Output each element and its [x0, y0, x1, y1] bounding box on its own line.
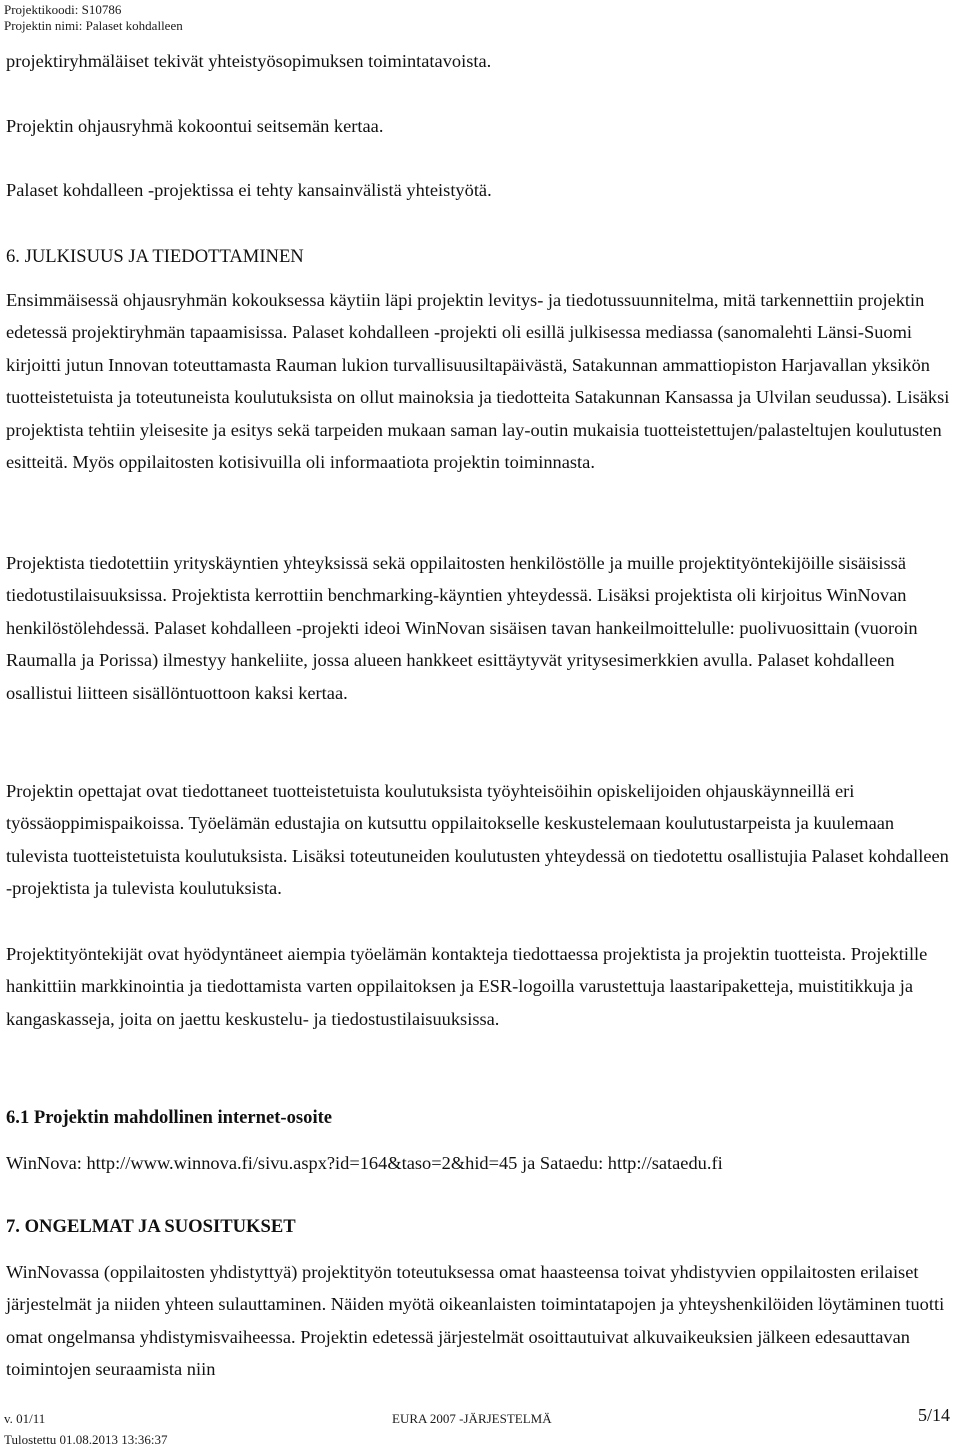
project-code: Projektikoodi: S10786 [4, 2, 122, 17]
section-7-paragraph-1: WinNovassa (oppilaitosten yhdistyttyä) projektityön toteutuksessa omat haasteensa toivat yhdistyvien oppilaitosten erilaiset järjestelmät ja niiden yhteen sulauttaminen. Näiden myötä oikeanlaisten toimintatapojen ja yhteyshenkilöiden löytäminen tuotti omat ongelmansa yhdistymisvaiheessa. Projektin edetessä järjestelmät osoittautuivat alkuvaikeuksien jälkeen edesauttavan toimintojen seuraamista niin [6, 1262, 945, 1380]
internet-address-line: WinNova: http://www.winnova.fi/sivu.aspx?id=164&taso=2&hid=45 ja Sataedu: http://sataedu.fi [6, 1153, 723, 1173]
footer-printed: Tulostettu 01.08.2013 13:36:37 [4, 1432, 168, 1447]
intro-line-2: Projektin ohjausryhmä kokoontui seitsemän kertaa. [6, 116, 384, 136]
section-6-paragraph-3: Projektin opettajat ovat tiedottaneet tuotteistetuista koulutuksista työyhteisöihin opiskelijoiden ohjauskäynneillä eri työssäoppimispaikoissa. Työelämän edustajia on kutsuttu oppilaitokselle keskustelemaan koulutustarpeista ja kuulemaan tulevista tuotteistetuista koulutuksista. Lisäksi toteutuneiden koulutusten yhteydessä on tiedotettu osallistujia Palaset kohdalleen -projektista ja tulevista koulutuksista. [6, 781, 949, 899]
section-6-paragraph-2: Projektista tiedotettiin yrityskäyntien yhteyksissä sekä oppilaitosten henkilöstölle ja muille projektityöntekijöille sisäisissä tiedotustilaisuuksissa. Projektista kerrottiin benchmarking-käyntien yhteydessä. Lisäksi projektista oli kirjoitus WinNovan henkilöstölehdessä. Palaset kohdalleen -projekti ideoi WinNovan sisäisen tavan hankeilmoittelulle: puolivuosittain (vuoroin Raumalla ja Porissa) ilmestyy hankeliite, jossa alueen hankkeet esittäytyvät yritysesimerkkien avulla. Palaset kohdalleen osallistui liitteen sisällöntuottoon kaksi kertaa. [6, 553, 918, 703]
section-6-paragraph-1: Ensimmäisessä ohjausryhmän kokouksessa käytiin läpi projektin levitys- ja tiedotussuunnitelma, mitä tarkennettiin projektin edetessä projektiryhmän tapaamisissa. Palaset kohdalleen -projekti oli esillä julkisessa mediassa (sanomalehti Länsi-Suomi kirjoitti jutun Innovan toteuttamasta Rauman lukion turvallisuusiltapäivästä, Satakunnan ammattiopiston Harjavallan yksikön tuotteistetuista ja toteutuneista koulutuksista on ollut mainoksia ja tiedotteita Satakunnan Kansassa ja Ulvilan seudussa). Lisäksi projektista tehtiin yleisesite ja esitys sekä tarpeiden mukaan saman lay-outin mukaisia tuotteistettujen/palasteltujen koulutusten esitteitä. Myös oppilaitosten kotisivuilla oli informaatiota projektin toiminnasta. [6, 290, 950, 473]
project-name: Projektin nimi: Palaset kohdalleen [4, 18, 183, 33]
footer-system: EURA 2007 -JÄRJESTELMÄ [392, 1411, 552, 1426]
intro-line-1: projektiryhmäläiset tekivät yhteistyösopimuksen toimintatavoista. [6, 51, 492, 71]
section-6-paragraph-4: Projektityöntekijät ovat hyödyntäneet aiempia työelämän kontakteja tiedottaessa projektista ja projektin tuotteista. Projektille hankittiin markkinointia ja tiedottamista varten oppilaitoksen ja ESR-logoilla varustettuja laastaripaketteja, muistitikkuja ja kangaskasseja, joita on jaettu keskustelu- ja tiedostustilaisuuksissa. [6, 944, 928, 1029]
section-6-heading: 6. JULKISUUS JA TIEDOTTAMINEN [6, 246, 304, 267]
section-7-heading: 7. ONGELMAT JA SUOSITUKSET [6, 1216, 296, 1237]
section-6-1-heading: 6.1 Projektin mahdollinen internet-osoite [6, 1107, 333, 1128]
page-number: 5/14 [918, 1405, 951, 1425]
intro-line-3: Palaset kohdalleen -projektissa ei tehty kansainvälistä yhteistyötä. [6, 180, 492, 200]
footer-version: v. 01/11 [4, 1411, 46, 1426]
